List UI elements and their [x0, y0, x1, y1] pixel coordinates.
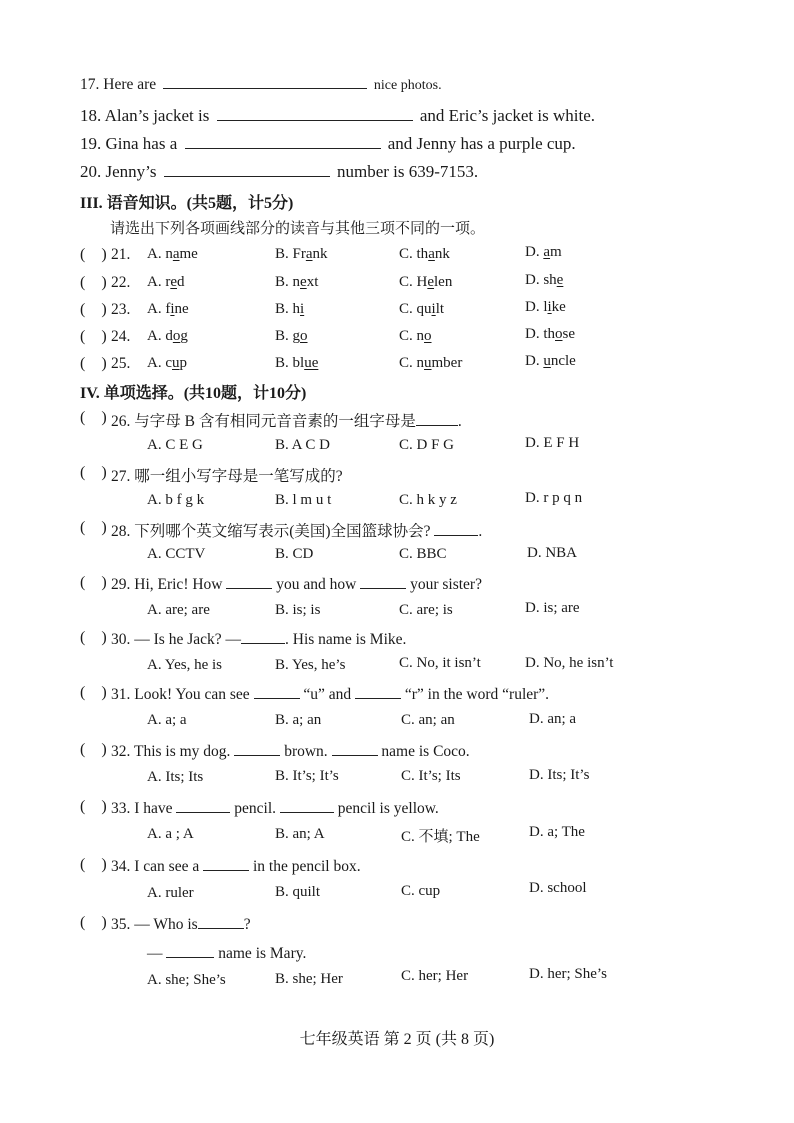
underlined-letters: a: [172, 246, 180, 262]
answer-bracket[interactable]: ( ): [80, 246, 107, 263]
option-c[interactable]: C. It’s; Its: [401, 768, 461, 784]
option-a[interactable]: A. Its; Its: [147, 769, 204, 785]
question-30: 30. — Is he Jack? — . His name is Mike.: [111, 631, 407, 648]
option-b[interactable]: B. hi: [275, 301, 305, 317]
option-c[interactable]: C. number: [399, 355, 463, 371]
option-c[interactable]: C. quilt: [399, 301, 445, 317]
underlined-letters: i: [431, 301, 436, 317]
question-number: 23.: [111, 301, 131, 318]
underlined-letters: a: [543, 244, 551, 260]
underlined-letters: a: [428, 246, 435, 262]
option-a[interactable]: A. a ; A: [147, 826, 194, 842]
answer-blank[interactable]: [163, 72, 367, 89]
question-number: 25.: [111, 355, 131, 372]
question-number: 21.: [111, 246, 131, 263]
option-a[interactable]: A. a; a: [147, 712, 187, 728]
question-28: 28. 下列哪个英文缩写表示(美国)全国篮球协会? .: [111, 523, 483, 540]
option-d[interactable]: D. an; a: [529, 711, 577, 727]
option-d[interactable]: D. like: [525, 299, 566, 315]
underlined-letters: o: [300, 328, 308, 344]
question-33: 33. I have pencil. pencil is yellow.: [111, 800, 439, 817]
option-d[interactable]: D. she: [525, 272, 564, 288]
answer-bracket[interactable]: ( ): [80, 856, 107, 873]
question-35: 35. — Who is ?: [111, 916, 251, 933]
underlined-letters: u: [424, 355, 432, 371]
answer-bracket[interactable]: ( ): [80, 464, 107, 481]
underlined-letters: i: [547, 299, 552, 315]
answer-bracket[interactable]: ( ): [80, 798, 107, 815]
option-b[interactable]: B. It’s; It’s: [275, 768, 339, 784]
option-d[interactable]: D. r p q n: [525, 490, 583, 506]
option-b[interactable]: B. next: [275, 274, 319, 290]
question-26: 26. 与字母 B 含有相同元音音素的一组字母是 .: [111, 413, 462, 430]
option-c[interactable]: C. Helen: [399, 274, 453, 290]
option-a[interactable]: A. are; are: [147, 602, 210, 618]
option-a[interactable]: A. b f g k: [147, 492, 205, 508]
question-32: 32. This is my dog. brown. name is Coco.: [111, 743, 470, 760]
answer-blank[interactable]: [185, 132, 381, 149]
option-b[interactable]: B. she; Her: [275, 971, 343, 987]
option-b[interactable]: B. blue: [275, 355, 319, 371]
option-a[interactable]: A. Yes, he is: [147, 657, 223, 673]
option-b[interactable]: B. a; an: [275, 712, 322, 728]
option-b[interactable]: B. go: [275, 328, 308, 344]
answer-bracket[interactable]: ( ): [80, 328, 107, 345]
answer-bracket[interactable]: ( ): [80, 355, 107, 372]
underlined-letters: i: [170, 301, 175, 317]
question-number: 22.: [111, 274, 131, 291]
question-20: 20. Jenny’s number is 639-7153.: [80, 162, 479, 181]
option-d[interactable]: D. Its; It’s: [529, 767, 590, 783]
underlined-letters: a: [305, 246, 313, 262]
option-a[interactable]: A. cup: [147, 355, 187, 371]
option-b[interactable]: B. Frank: [275, 246, 328, 262]
answer-blank[interactable]: [164, 160, 330, 177]
underlined-letters: u: [543, 353, 551, 369]
underlined-letters: ue: [304, 355, 319, 371]
underlined-letters: i: [300, 301, 305, 317]
answer-bracket[interactable]: ( ): [80, 409, 107, 426]
option-c[interactable]: C. an; an: [401, 712, 455, 728]
answer-bracket[interactable]: ( ): [80, 301, 107, 318]
option-d[interactable]: D. E F H: [525, 435, 580, 451]
answer-blank[interactable]: [217, 104, 413, 121]
answer-bracket[interactable]: ( ): [80, 914, 107, 931]
question-19: 19. Gina has a and Jenny has a purple cup.: [80, 134, 576, 153]
section-title-iv: IV. 单项选择。(共10题，计10分): [80, 385, 307, 402]
underlined-letters: e: [170, 274, 177, 290]
question-27: 27. 哪一组小写字母是一笔写成的?: [111, 468, 343, 485]
option-d[interactable]: D. NBA: [527, 545, 578, 561]
page-footer: 七年级英语 第 2 页 (共 8 页): [299, 1031, 495, 1048]
option-d[interactable]: D. school: [529, 880, 587, 896]
option-a[interactable]: A. red: [147, 274, 185, 290]
underlined-letters: o: [172, 328, 181, 344]
option-c[interactable]: C. thank: [399, 246, 450, 262]
underlined-letters: o: [424, 328, 432, 344]
section-instruction: 请选出下列各项画线部分的读音与其他三项不同的一项。: [110, 221, 486, 237]
underlined-letters: o: [555, 326, 563, 342]
option-c[interactable]: C. BBC: [399, 546, 447, 562]
option-d[interactable]: D. is; are: [525, 600, 580, 616]
option-c[interactable]: C. are; is: [399, 602, 453, 618]
underlined-letters: e: [427, 274, 435, 290]
option-d[interactable]: D. No, he isn’t: [525, 655, 614, 671]
option-a[interactable]: A. name: [147, 246, 198, 262]
question-35-line2: — name is Mary.: [147, 945, 307, 962]
option-d[interactable]: D. a; The: [529, 824, 585, 840]
option-d[interactable]: D. am: [525, 244, 562, 260]
option-a[interactable]: A. C E G: [147, 437, 203, 453]
option-b[interactable]: B. l m u t: [275, 492, 332, 508]
answer-bracket[interactable]: ( ): [80, 519, 107, 536]
option-a[interactable]: A. fine: [147, 301, 189, 317]
question-34: 34. I can see a in the pencil box.: [111, 858, 361, 875]
option-c[interactable]: C. No, it isn’t: [399, 655, 481, 671]
question-number: 24.: [111, 328, 131, 345]
option-c[interactable]: C. 不填; The: [401, 829, 480, 845]
question-31: 31. Look! You can see “u” and “r” in the word “ruler”.: [111, 686, 550, 703]
underlined-letters: u: [172, 355, 180, 371]
question-29: 29. Hi, Eric! How you and how your sister?: [111, 576, 482, 593]
option-c[interactable]: C. cup: [401, 883, 441, 899]
option-c[interactable]: C. h k y z: [399, 492, 457, 508]
option-d[interactable]: D. those: [525, 326, 575, 342]
option-c[interactable]: C. D F G: [399, 437, 455, 453]
option-b[interactable]: B. quilt: [275, 884, 321, 900]
option-b[interactable]: B. CD: [275, 546, 314, 562]
option-c[interactable]: C. her; Her: [401, 968, 469, 984]
answer-bracket[interactable]: ( ): [80, 741, 107, 758]
option-c[interactable]: C. no: [399, 328, 432, 344]
option-a[interactable]: A. ruler: [147, 885, 194, 901]
option-b[interactable]: B. an; A: [275, 826, 325, 842]
underlined-letters: e: [556, 272, 564, 288]
section-title-iii: III. 语音知识。(共5题，计5分): [80, 195, 294, 212]
underlined-letters: e: [300, 274, 307, 290]
option-d[interactable]: D. her; She’s: [529, 966, 607, 982]
option-a[interactable]: A. she; She’s: [147, 972, 226, 988]
question-18: 18. Alan’s jacket is and Eric’s jacket is white.: [80, 106, 596, 125]
option-a[interactable]: A. CCTV: [147, 546, 206, 562]
answer-bracket[interactable]: ( ): [80, 684, 107, 701]
answer-bracket[interactable]: ( ): [80, 274, 107, 291]
option-b[interactable]: B. is; is: [275, 602, 321, 618]
option-d[interactable]: D. uncle: [525, 353, 576, 369]
answer-bracket[interactable]: ( ): [80, 574, 107, 591]
option-b[interactable]: B. A C D: [275, 437, 331, 453]
question-17: 17. Here are nice photos.: [80, 72, 442, 94]
option-a[interactable]: A. dog: [147, 328, 188, 344]
answer-bracket[interactable]: ( ): [80, 629, 107, 646]
option-b[interactable]: B. Yes, he’s: [275, 657, 346, 673]
